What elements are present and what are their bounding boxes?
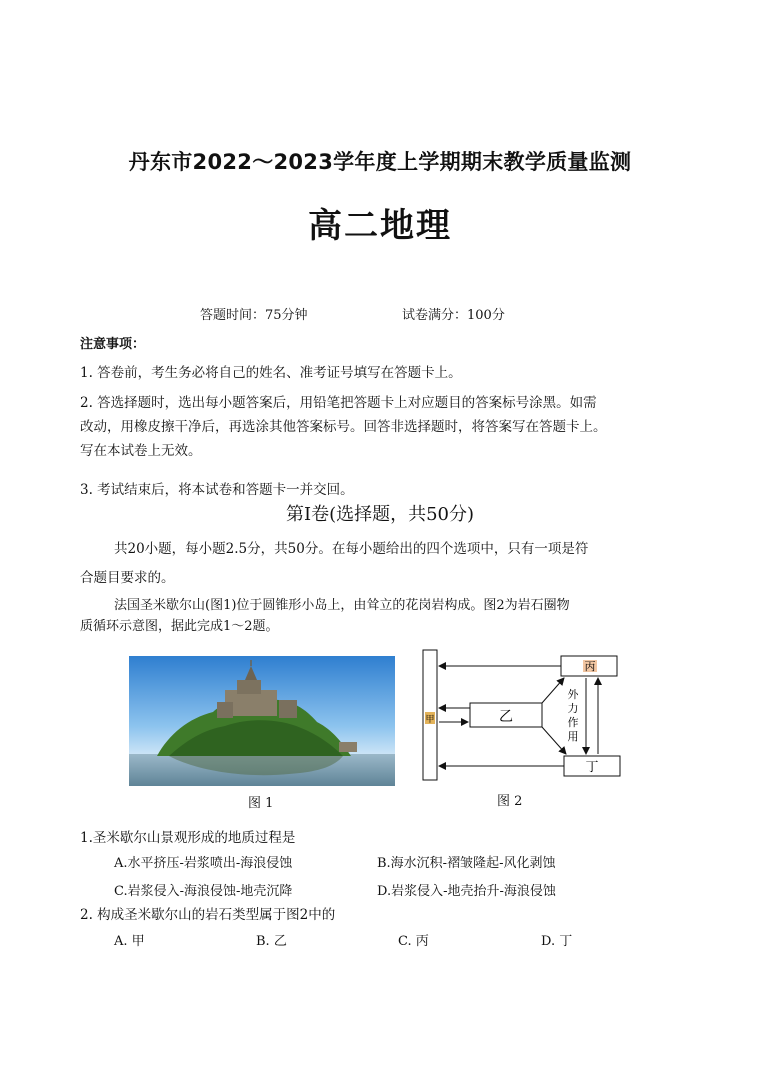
exam-score: 试卷满分：100分	[402, 308, 505, 323]
figure-1-caption: 图 1	[248, 796, 274, 811]
note-item-2-line-3: 写在本试卷上无效。	[80, 443, 202, 459]
svg-text:力: 力	[567, 702, 579, 715]
note-item-3: 3. 考试结束后，将本试卷和答题卡一并交回。	[80, 482, 354, 498]
section-intro-line-1: 共20小题，每小题2.5分，共50分。在每小题给出的四个选项中，只有一项是符	[114, 541, 589, 557]
label-bing: 丙	[584, 660, 596, 673]
figure-2-caption: 图 2	[497, 794, 523, 809]
note-item-2-line-1: 2. 答选择题时，选出每小题答案后，用铅笔把答题卡上对应题目的答案标号涂黑。如需	[80, 395, 597, 411]
svg-text:用: 用	[567, 730, 579, 743]
note-item-2-line-2: 改动，用橡皮擦干净后，再选涂其他答案标号。回答非选择题时，将答案写在答题卡上。	[80, 419, 607, 435]
passage-line-2: 质循环示意图，据此完成1～2题。	[80, 619, 279, 634]
notes-heading: 注意事项：	[80, 337, 146, 352]
exam-time: 答题时间：75分钟	[200, 308, 308, 323]
label-yi: 乙	[499, 709, 513, 725]
label-external-force	[568, 687, 580, 743]
section-intro-line-2: 合题目要求的。	[80, 570, 175, 586]
passage-line-1: 法国圣米歇尔山(图1)位于圆锥形小岛上，由耸立的花岗岩构成。图2为岩石圈物	[114, 598, 570, 613]
subject-title: 高二地理	[308, 206, 452, 246]
question-1-option-b: B.海水沉积-褶皱隆起-风化剥蚀	[377, 856, 556, 871]
question-1-option-d: D.岩浆侵入-地壳抬升-海浪侵蚀	[377, 884, 556, 899]
question-2-stem: 2. 构成圣米歇尔山的岩石类型属于图2中的	[80, 907, 336, 923]
question-1-option-c: C.岩浆侵入-海浪侵蚀-地壳沉降	[114, 884, 293, 899]
question-1-option-a: A.水平挤压-岩浆喷出-海浪侵蚀	[114, 856, 293, 871]
figure-2-rock-cycle-diagram	[420, 648, 628, 784]
figure-1-photo	[129, 656, 395, 786]
question-2-option-a: A. 甲	[114, 934, 145, 949]
exam-title: 丹东市2022～2023学年度上学期期末教学质量监测	[128, 150, 632, 174]
label-ding: 丁	[585, 760, 599, 775]
mont-saint-michel-image	[129, 656, 395, 786]
label-jia: 甲	[425, 715, 435, 725]
svg-text:作: 作	[567, 716, 579, 729]
question-2-option-c: C. 丙	[398, 934, 429, 949]
question-1-stem: 1.圣米歇尔山景观形成的地质过程是	[80, 830, 296, 846]
section-title: 第Ⅰ卷(选择题，共50分)	[285, 504, 475, 525]
svg-text:外: 外	[567, 688, 579, 701]
question-2-option-d: D. 丁	[541, 934, 573, 949]
note-item-1: 1. 答卷前，考生务必将自己的姓名、准考证号填写在答题卡上。	[80, 365, 462, 381]
question-2-option-b: B. 乙	[256, 934, 287, 949]
